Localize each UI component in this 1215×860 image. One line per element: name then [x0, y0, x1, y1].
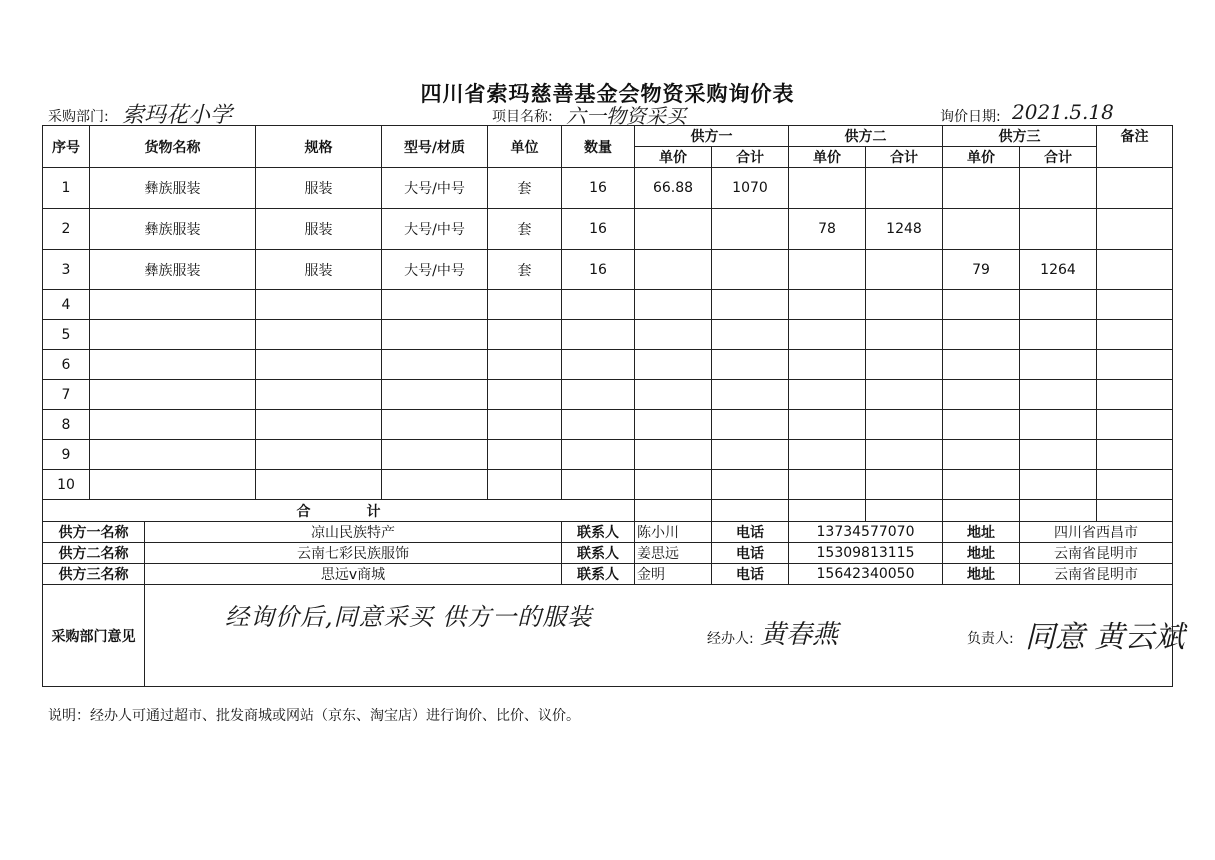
- row-model: 大号/中号: [382, 168, 488, 209]
- table-row: [43, 470, 1173, 500]
- dept-value: 索玛花小学: [122, 103, 233, 128]
- table-row: [43, 410, 1173, 440]
- supplier-label: 供方二名称: [43, 543, 145, 564]
- row-name: [90, 350, 256, 380]
- row-model: 大号/中号: [382, 250, 488, 290]
- row-s2-price: [789, 410, 866, 440]
- address-value: 云南省昆明市: [1020, 543, 1173, 564]
- row-s3-total: [1020, 440, 1097, 470]
- row-remark: [1097, 290, 1173, 320]
- row-s1-price: [635, 380, 712, 410]
- row-s1-total: [712, 209, 789, 250]
- table-row: [43, 440, 1173, 470]
- row-s3-total: [1020, 209, 1097, 250]
- row-s3-price: 79: [943, 250, 1020, 290]
- total-remark: [1097, 500, 1173, 522]
- address-label: 地址: [943, 564, 1020, 585]
- leader-label: 负责人:: [967, 631, 1014, 647]
- row-remark: [1097, 380, 1173, 410]
- col-s1-price: 单价: [635, 147, 712, 168]
- col-remark: 备注: [1097, 126, 1173, 168]
- row-name: [90, 410, 256, 440]
- supplier-label: 供方三名称: [43, 564, 145, 585]
- row-qty: [562, 440, 635, 470]
- row-spec: [256, 290, 382, 320]
- address-label: 地址: [943, 543, 1020, 564]
- row-s1-total: [712, 380, 789, 410]
- row-s2-price: [789, 290, 866, 320]
- supplier-row: [43, 543, 1173, 564]
- row-unit: [488, 350, 562, 380]
- opinion-label: 采购部门意见: [43, 585, 145, 687]
- row-model: [382, 440, 488, 470]
- phone-number: 15309813115: [789, 543, 943, 564]
- row-unit: [488, 470, 562, 500]
- table-row: [43, 250, 1173, 290]
- address-label: 地址: [943, 522, 1020, 543]
- row-qty: [562, 410, 635, 440]
- row-s1-total: [712, 250, 789, 290]
- row-seq: 9: [43, 440, 90, 470]
- row-seq: 6: [43, 350, 90, 380]
- row-s3-price: [943, 209, 1020, 250]
- opinion-text: 经询价后,同意采买 供方一的服装: [225, 603, 593, 631]
- row-unit: [488, 380, 562, 410]
- table-row: [43, 168, 1173, 209]
- row-name: 彝族服装: [90, 250, 256, 290]
- row-s2-total: [866, 250, 943, 290]
- supplier-name: 云南七彩民族服饰: [145, 543, 562, 564]
- row-model: [382, 350, 488, 380]
- row-s1-price: [635, 320, 712, 350]
- contact-label: 联系人: [562, 543, 635, 564]
- supplier-name: 凉山民族特产: [145, 522, 562, 543]
- row-spec: 服装: [256, 168, 382, 209]
- dept-label: 采购部门:: [48, 109, 109, 125]
- row-s2-total: [866, 470, 943, 500]
- row-s2-total: [866, 168, 943, 209]
- row-s2-price: [789, 440, 866, 470]
- row-s1-total: 1070: [712, 168, 789, 209]
- table-row: [43, 380, 1173, 410]
- handler-signature: 黄春燕: [760, 620, 839, 650]
- row-name: 彝族服装: [90, 168, 256, 209]
- phone-number: 15642340050: [789, 564, 943, 585]
- project-value: 六一物资采买: [566, 104, 686, 128]
- col-s2-total: 合计: [866, 147, 943, 168]
- supplier-row: [43, 522, 1173, 543]
- row-seq: 3: [43, 250, 90, 290]
- header-row-1: [43, 126, 1173, 147]
- row-spec: [256, 320, 382, 350]
- row-s2-price: 78: [789, 209, 866, 250]
- supplier-row: [43, 564, 1173, 585]
- address-value: 云南省昆明市: [1020, 564, 1173, 585]
- row-qty: 16: [562, 209, 635, 250]
- col-qty: 数量: [562, 126, 635, 168]
- project-label: 项目名称:: [492, 109, 553, 125]
- col-unit: 单位: [488, 126, 562, 168]
- row-name: [90, 470, 256, 500]
- row-s1-price: [635, 410, 712, 440]
- row-model: 大号/中号: [382, 209, 488, 250]
- row-s3-price: [943, 380, 1020, 410]
- row-s3-price: [943, 168, 1020, 209]
- row-spec: [256, 440, 382, 470]
- row-s3-total: [1020, 168, 1097, 209]
- row-spec: [256, 380, 382, 410]
- row-remark: [1097, 440, 1173, 470]
- table-row: [43, 290, 1173, 320]
- total-s1-total: [712, 500, 789, 522]
- row-unit: 套: [488, 250, 562, 290]
- row-s2-total: [866, 410, 943, 440]
- row-s3-price: [943, 320, 1020, 350]
- form-title: 四川省索玛慈善基金会物资采购询价表: [420, 82, 795, 106]
- row-s1-price: [635, 250, 712, 290]
- phone-number: 13734577070: [789, 522, 943, 543]
- row-spec: 服装: [256, 209, 382, 250]
- row-qty: [562, 380, 635, 410]
- row-s3-price: [943, 470, 1020, 500]
- row-unit: [488, 410, 562, 440]
- row-model: [382, 320, 488, 350]
- row-s3-total: [1020, 320, 1097, 350]
- col-spec: 规格: [256, 126, 382, 168]
- col-supplier2: 供方二: [789, 126, 943, 147]
- row-s1-total: [712, 410, 789, 440]
- row-unit: [488, 320, 562, 350]
- table-row: [43, 320, 1173, 350]
- row-s2-total: [866, 290, 943, 320]
- row-remark: [1097, 470, 1173, 500]
- row-qty: [562, 320, 635, 350]
- row-qty: [562, 290, 635, 320]
- total-row: [43, 500, 1173, 522]
- table-row: [43, 350, 1173, 380]
- row-s1-total: [712, 350, 789, 380]
- row-s1-total: [712, 290, 789, 320]
- contact-label: 联系人: [562, 522, 635, 543]
- row-unit: [488, 290, 562, 320]
- leader-signature: 同意 黄云斌: [1025, 620, 1185, 655]
- row-model: [382, 380, 488, 410]
- supplier-label: 供方一名称: [43, 522, 145, 543]
- row-s3-total: 1264: [1020, 250, 1097, 290]
- row-spec: [256, 350, 382, 380]
- row-remark: [1097, 209, 1173, 250]
- phone-label: 电话: [712, 543, 789, 564]
- row-s1-price: [635, 440, 712, 470]
- row-remark: [1097, 250, 1173, 290]
- contact-name: 姜思远: [635, 543, 712, 564]
- row-qty: 16: [562, 168, 635, 209]
- contact-name: 金明: [635, 564, 712, 585]
- row-seq: 2: [43, 209, 90, 250]
- row-name: [90, 290, 256, 320]
- col-supplier3: 供方三: [943, 126, 1097, 147]
- row-seq: 5: [43, 320, 90, 350]
- col-s1-total: 合计: [712, 147, 789, 168]
- row-s2-total: [866, 320, 943, 350]
- total-s2-total: [866, 500, 943, 522]
- row-seq: 7: [43, 380, 90, 410]
- inquiry-table: [42, 125, 1173, 687]
- col-s3-price: 单价: [943, 147, 1020, 168]
- total-s3-total: [1020, 500, 1097, 522]
- row-name: [90, 380, 256, 410]
- contact-label: 联系人: [562, 564, 635, 585]
- row-s2-price: [789, 380, 866, 410]
- row-model: [382, 410, 488, 440]
- row-s1-price: [635, 470, 712, 500]
- row-model: [382, 290, 488, 320]
- col-name: 货物名称: [90, 126, 256, 168]
- row-s1-total: [712, 440, 789, 470]
- row-s3-total: [1020, 290, 1097, 320]
- col-s3-total: 合计: [1020, 147, 1097, 168]
- row-remark: [1097, 320, 1173, 350]
- row-remark: [1097, 168, 1173, 209]
- row-s2-price: [789, 168, 866, 209]
- total-s3-price: [943, 500, 1020, 522]
- row-s2-total: [866, 350, 943, 380]
- date-value: 2021.5.18: [1012, 100, 1114, 124]
- row-unit: 套: [488, 168, 562, 209]
- row-s2-total: [866, 380, 943, 410]
- row-s1-price: [635, 209, 712, 250]
- row-s2-price: [789, 250, 866, 290]
- col-s2-price: 单价: [789, 147, 866, 168]
- row-qty: 16: [562, 250, 635, 290]
- row-spec: [256, 470, 382, 500]
- row-seq: 10: [43, 470, 90, 500]
- row-qty: [562, 350, 635, 380]
- row-s2-total: [866, 440, 943, 470]
- row-s2-price: [789, 320, 866, 350]
- row-name: [90, 320, 256, 350]
- row-s3-price: [943, 410, 1020, 440]
- handler-label: 经办人:: [707, 631, 754, 647]
- row-seq: 8: [43, 410, 90, 440]
- row-remark: [1097, 410, 1173, 440]
- row-s3-total: [1020, 470, 1097, 500]
- row-seq: 1: [43, 168, 90, 209]
- row-s3-total: [1020, 410, 1097, 440]
- footnote: 说明：经办人可通过超市、批发商城或网站（京东、淘宝店）进行询价、比价、议价。: [48, 708, 580, 724]
- row-s3-price: [943, 290, 1020, 320]
- row-s1-price: [635, 350, 712, 380]
- total-s2-price: [789, 500, 866, 522]
- row-qty: [562, 470, 635, 500]
- row-unit: 套: [488, 209, 562, 250]
- col-seq: 序号: [43, 126, 90, 168]
- row-s2-price: [789, 470, 866, 500]
- table-row: [43, 209, 1173, 250]
- row-s2-price: [789, 350, 866, 380]
- row-spec: [256, 410, 382, 440]
- phone-label: 电话: [712, 564, 789, 585]
- row-name: 彝族服装: [90, 209, 256, 250]
- total-label: 合 计: [43, 500, 635, 522]
- row-s3-total: [1020, 380, 1097, 410]
- phone-label: 电话: [712, 522, 789, 543]
- total-s1-price: [635, 500, 712, 522]
- row-s3-price: [943, 350, 1020, 380]
- row-s2-total: 1248: [866, 209, 943, 250]
- row-s1-price: 66.88: [635, 168, 712, 209]
- col-supplier1: 供方一: [635, 126, 789, 147]
- address-value: 四川省西昌市: [1020, 522, 1173, 543]
- row-s1-total: [712, 470, 789, 500]
- row-model: [382, 470, 488, 500]
- col-model: 型号/材质: [382, 126, 488, 168]
- row-s3-total: [1020, 350, 1097, 380]
- row-spec: 服装: [256, 250, 382, 290]
- row-s1-total: [712, 320, 789, 350]
- date-label: 询价日期:: [940, 109, 1001, 125]
- supplier-name: 思远v商城: [145, 564, 562, 585]
- row-remark: [1097, 350, 1173, 380]
- row-unit: [488, 440, 562, 470]
- row-name: [90, 440, 256, 470]
- row-s3-price: [943, 440, 1020, 470]
- row-s1-price: [635, 290, 712, 320]
- contact-name: 陈小川: [635, 522, 712, 543]
- row-seq: 4: [43, 290, 90, 320]
